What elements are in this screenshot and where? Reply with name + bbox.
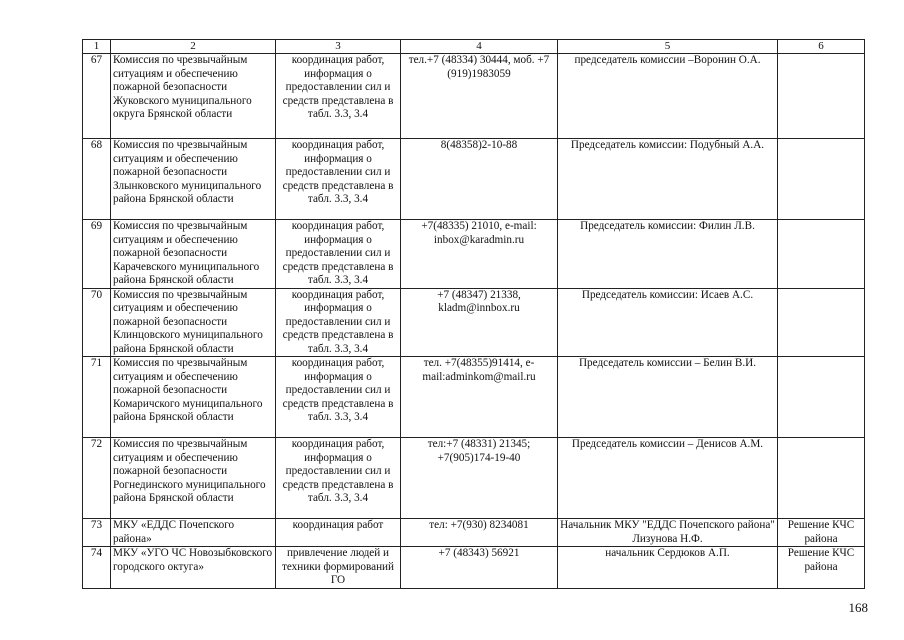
contact-cell: тел. +7(48355)91414, e-mail:adminkom@mail.ru: [401, 357, 558, 438]
organization-name: Комиссия по чрезвычайным ситуациям и обеспечению пожарной безопасности Злынковского муниципального района Брянской области: [111, 139, 276, 220]
column-number: 5: [558, 40, 778, 54]
contact-cell: тел.+7 (48334) 30444, моб. +7 (919)1983059: [401, 54, 558, 139]
function-cell: координация работ, информация о предоставлении сил и средств представлена в табл. 3.3, 3.4: [276, 438, 401, 519]
contact-cell: +7 (48347) 21338, kladm@innbox.ru: [401, 288, 558, 357]
function-cell: координация работ, информация о предоставлении сил и средств представлена в табл. 3.3, 3.4: [276, 139, 401, 220]
organization-name: Комиссия по чрезвычайным ситуациям и обеспечению пожарной безопасности Клинцовского муниципального района Брянской области: [111, 288, 276, 357]
basis-cell: [778, 220, 865, 289]
row-number: 67: [83, 54, 111, 139]
column-number: 4: [401, 40, 558, 54]
table-row: [83, 438, 865, 519]
basis-cell: [778, 139, 865, 220]
head-cell: начальник Сердюков А.П.: [558, 547, 778, 589]
page-number: 168: [848, 600, 868, 615]
function-cell: координация работ, информация о предоставлении сил и средств представлена в табл. 3.3, 3.4: [276, 220, 401, 289]
basis-cell: Решение КЧС района: [778, 547, 865, 589]
row-number: 74: [83, 547, 111, 589]
column-number-row: [83, 40, 865, 54]
basis-cell: Решение КЧС района: [778, 519, 865, 547]
table-row: [83, 54, 865, 139]
organization-name: Комиссия по чрезвычайным ситуациям и обеспечению пожарной безопасности Рогнединского муниципального района Брянской области: [111, 438, 276, 519]
function-cell: координация работ, информация о предоставлении сил и средств представлена в табл. 3.3, 3.4: [276, 54, 401, 139]
head-cell: Председатель комиссии: Филин Л.В.: [558, 220, 778, 289]
basis-cell: [778, 288, 865, 357]
row-number: 71: [83, 357, 111, 438]
row-number: 70: [83, 288, 111, 357]
column-number: 2: [111, 40, 276, 54]
table-row: [83, 519, 865, 547]
table-row: [83, 357, 865, 438]
function-cell: координация работ: [276, 519, 401, 547]
contact-cell: 8(48358)2-10-88: [401, 139, 558, 220]
organization-name: Комиссия по чрезвычайным ситуациям и обеспечению пожарной безопасности Жуковского муниципального округа Брянской области: [111, 54, 276, 139]
table-row: [83, 288, 865, 357]
table-row: [83, 139, 865, 220]
organization-name: МКУ «ЕДДС Почепского района»: [111, 519, 276, 547]
basis-cell: [778, 54, 865, 139]
function-cell: привлечение людей и техники формирований ГО: [276, 547, 401, 589]
contact-cell: тел:+7 (48331) 21345; +7(905)174-19-40: [401, 438, 558, 519]
column-number: 6: [778, 40, 865, 54]
head-cell: Председатель комиссии – Белин В.И.: [558, 357, 778, 438]
organization-name: МКУ «УГО ЧС Новозыбковского городского октуга»: [111, 547, 276, 589]
contact-cell: +7(48335) 21010, e-mail: inbox@karadmin.ru: [401, 220, 558, 289]
emergency-commissions-table: [82, 39, 865, 589]
column-number: 3: [276, 40, 401, 54]
contact-cell: +7 (48343) 56921: [401, 547, 558, 589]
head-cell: Председатель комиссии: Исаев А.С.: [558, 288, 778, 357]
column-number: 1: [83, 40, 111, 54]
contact-cell: тел: +7(930) 8234081: [401, 519, 558, 547]
function-cell: координация работ, информация о предоставлении сил и средств представлена в табл. 3.3, 3.4: [276, 357, 401, 438]
basis-cell: [778, 438, 865, 519]
head-cell: Начальник МКУ "ЕДДС Почепского района" Лизунова Н.Ф.: [558, 519, 778, 547]
function-cell: координация работ, информация о предоставлении сил и средств представлена в табл. 3.3, 3.4: [276, 288, 401, 357]
row-number: 68: [83, 139, 111, 220]
row-number: 72: [83, 438, 111, 519]
row-number: 69: [83, 220, 111, 289]
head-cell: председатель комиссии –Воронин О.А.: [558, 54, 778, 139]
head-cell: Председатель комиссии: Подубный А.А.: [558, 139, 778, 220]
basis-cell: [778, 357, 865, 438]
head-cell: Председатель комиссии – Денисов А.М.: [558, 438, 778, 519]
row-number: 73: [83, 519, 111, 547]
table-row: [83, 220, 865, 289]
organization-name: Комиссия по чрезвычайным ситуациям и обеспечению пожарной безопасности Комаричского муниципального района Брянской области: [111, 357, 276, 438]
table-row: [83, 547, 865, 589]
organization-name: Комиссия по чрезвычайным ситуациям и обеспечению пожарной безопасности Карачевского муниципального района Брянской области: [111, 220, 276, 289]
